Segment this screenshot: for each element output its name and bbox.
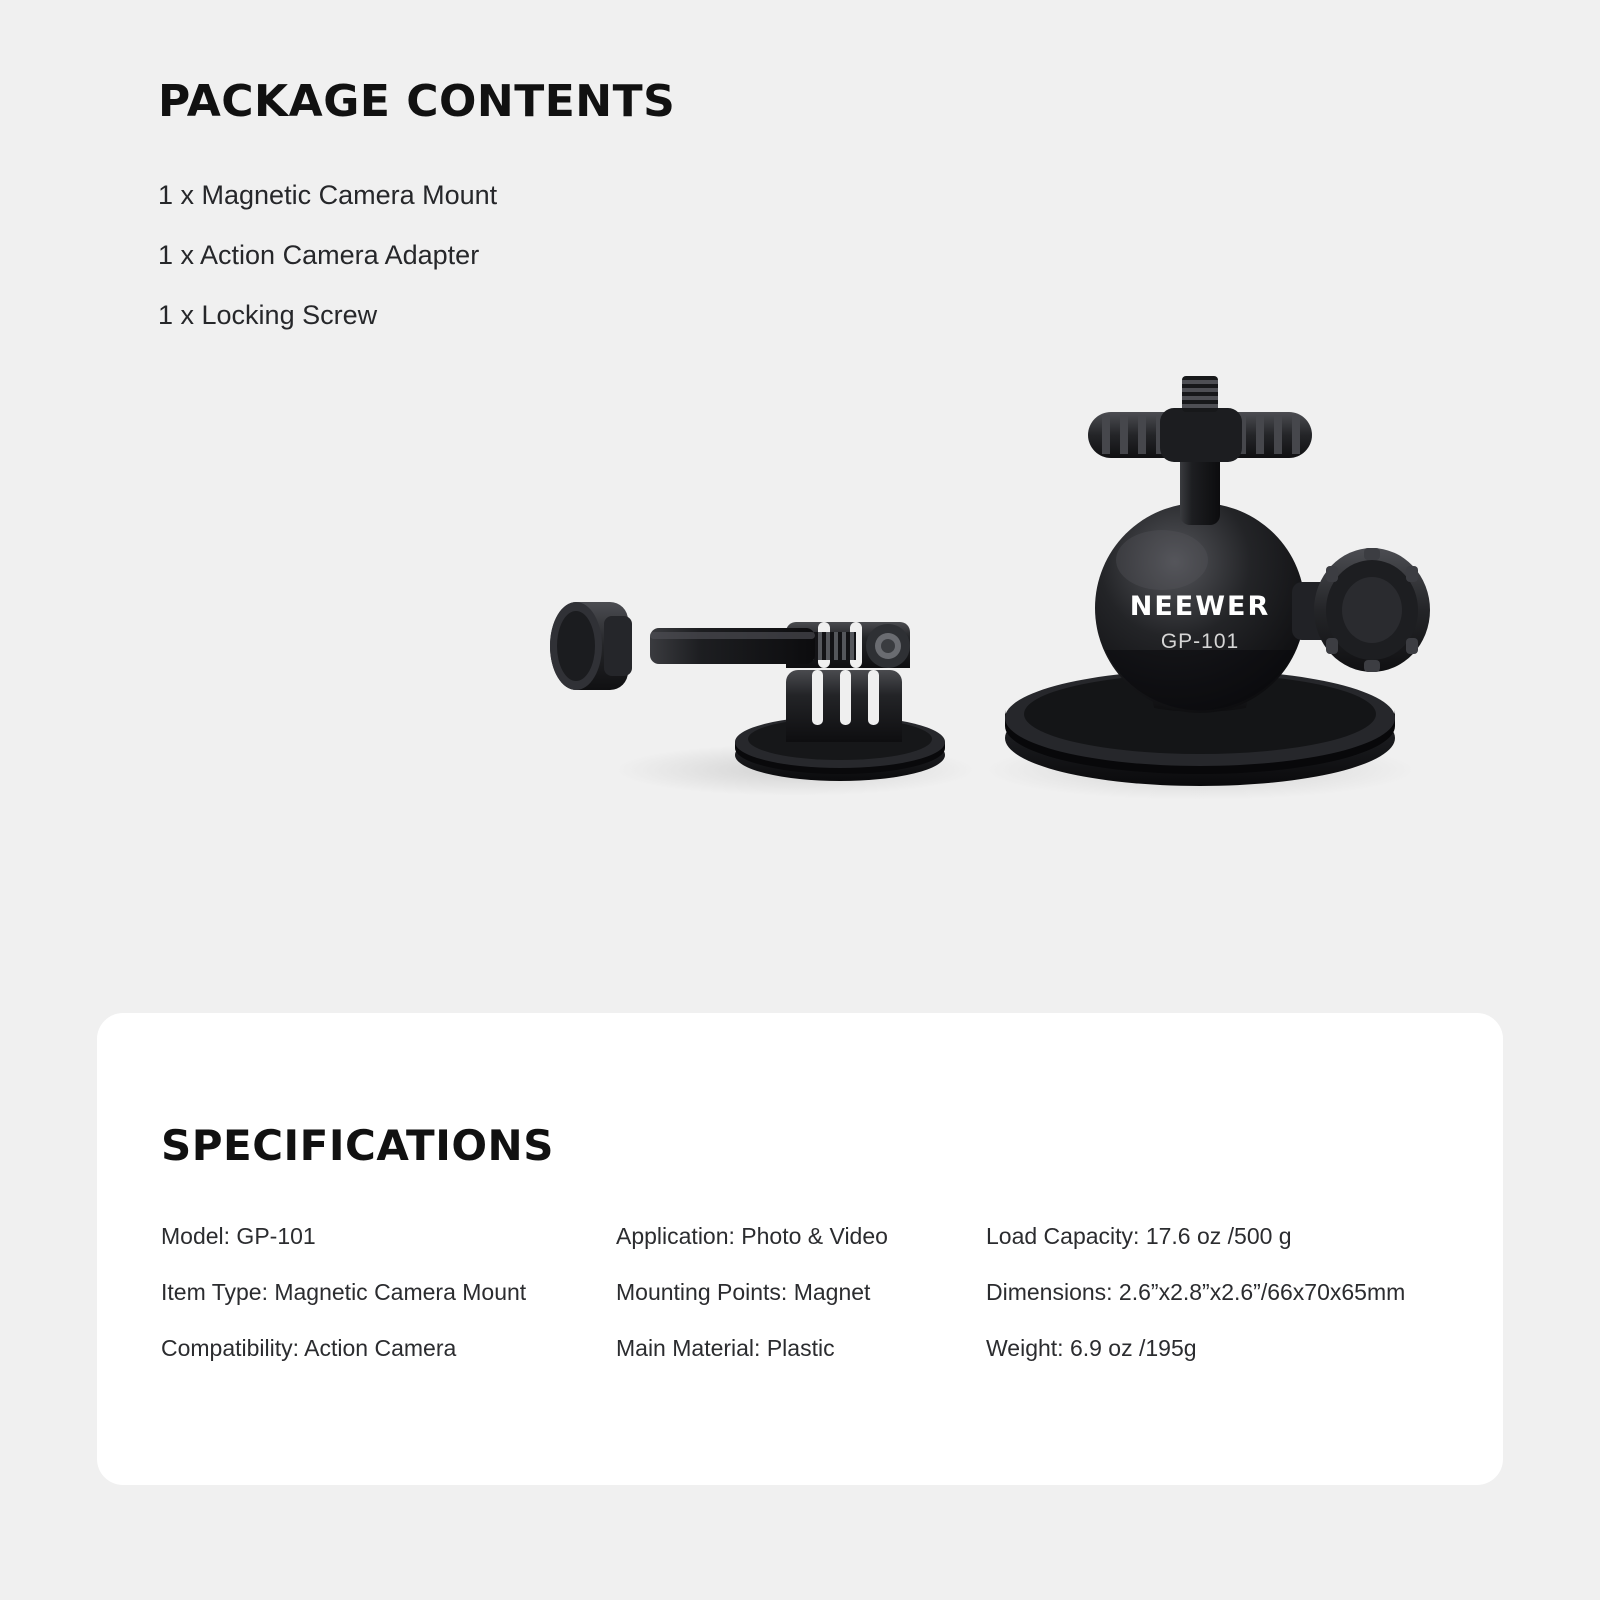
spec-item-item-type: Item Type: Magnetic Camera Mount bbox=[161, 1279, 527, 1305]
spec-item-weight: Weight: 6.9 oz /195g bbox=[986, 1335, 1197, 1361]
spec-item-compatibility: Compatibility: Action Camera bbox=[161, 1335, 457, 1361]
specifications-column-2 bbox=[616, 1225, 986, 1393]
package-contents-list bbox=[158, 182, 1058, 329]
list-item: 1 x Locking Screw bbox=[158, 300, 378, 330]
spec-item-load-capacity: Load Capacity: 17.6 oz /500 g bbox=[986, 1223, 1292, 1249]
list-item: 1 x Action Camera Adapter bbox=[158, 240, 480, 270]
spec-item-mounting-points: Mounting Points: Magnet bbox=[616, 1279, 871, 1305]
spec-item-dimensions: Dimensions: 2.6”x2.8”x2.6”/66x70x65mm bbox=[986, 1279, 1406, 1305]
spec-item-application: Application: Photo & Video bbox=[616, 1223, 888, 1249]
specifications-card bbox=[97, 1013, 1503, 1485]
model-label: GP-101 bbox=[1160, 630, 1240, 653]
package-contents-section bbox=[158, 76, 1058, 362]
specifications-column-1 bbox=[161, 1225, 616, 1393]
product-image bbox=[540, 370, 1480, 810]
package-contents-title: PACKAGE CONTENTS bbox=[158, 76, 676, 127]
product-illustration bbox=[540, 370, 1480, 810]
specifications-columns bbox=[161, 1225, 1451, 1393]
spec-item-model: Model: GP-101 bbox=[161, 1223, 316, 1249]
specifications-column-3 bbox=[986, 1225, 1446, 1393]
specifications-title: SPECIFICATIONS bbox=[161, 1121, 554, 1170]
brand-label: NEEWER bbox=[1129, 591, 1271, 622]
spec-item-main-material: Main Material: Plastic bbox=[616, 1335, 835, 1361]
list-item: 1 x Magnetic Camera Mount bbox=[158, 180, 498, 210]
